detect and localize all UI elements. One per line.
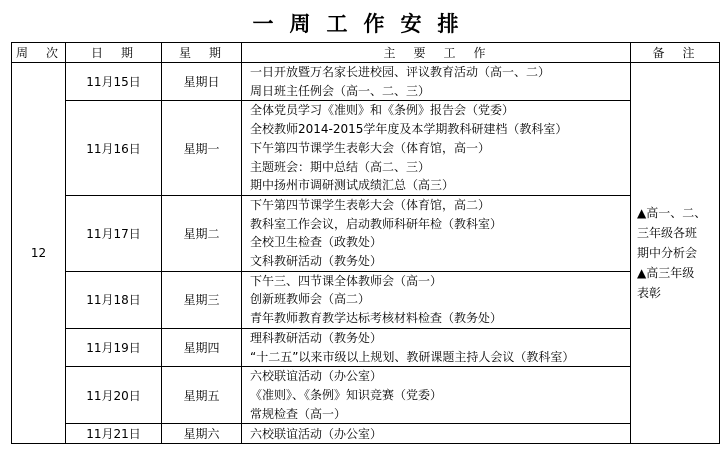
weekday-cell: 星期四 bbox=[162, 328, 242, 366]
header-date: 日 期 bbox=[66, 43, 162, 63]
week-number: 12 bbox=[12, 63, 66, 444]
work-item: 下午第四节课学生表彰大会（体育馆，高一） bbox=[250, 140, 491, 155]
work-item: 六校联谊活动（办公室） bbox=[250, 426, 383, 441]
work-item: 周日班主任例会（高一、二、三） bbox=[250, 83, 431, 98]
work-cell bbox=[242, 101, 631, 196]
weekday-cell: 星期六 bbox=[162, 424, 242, 444]
date-cell: 11月21日 bbox=[66, 424, 162, 444]
work-cell bbox=[242, 195, 631, 271]
work-cell bbox=[242, 271, 631, 328]
work-item: 文科教研活动（教务处） bbox=[250, 254, 383, 269]
note-line: 三年级各班 bbox=[637, 226, 698, 241]
weekday-cell: 星期二 bbox=[162, 195, 242, 271]
table-row bbox=[12, 195, 720, 271]
table-row bbox=[12, 367, 720, 424]
work-item: 常规检查（高一） bbox=[250, 406, 347, 421]
work-cell bbox=[242, 328, 631, 366]
work-cell bbox=[242, 63, 631, 101]
table-row bbox=[12, 63, 720, 101]
header-row bbox=[12, 43, 720, 63]
work-item: 主题班会：期中总结（高二、三） bbox=[250, 159, 431, 174]
note-line: 表彰 bbox=[637, 286, 662, 301]
work-item: 全校教师2014-2015学年度及本学期教科研建档（教科室） bbox=[250, 122, 568, 137]
work-item: 创新班教师会（高二） bbox=[250, 292, 371, 307]
date-cell: 11月16日 bbox=[66, 101, 162, 196]
header-note: 备 注 bbox=[631, 43, 720, 63]
table-row bbox=[12, 328, 720, 366]
table-row bbox=[12, 271, 720, 328]
work-item: 下午三、四节课全体教师会（高一） bbox=[250, 273, 443, 288]
work-item: 《准则》、《条例》知识竞赛（党委） bbox=[250, 387, 443, 402]
date-cell: 11月19日 bbox=[66, 328, 162, 366]
date-cell: 11月17日 bbox=[66, 195, 162, 271]
work-item: 六校联谊活动（办公室） bbox=[250, 369, 383, 384]
work-item: 教科室工作会议，启动教师科研年检（教科室） bbox=[250, 216, 503, 231]
header-weekday: 星 期 bbox=[162, 43, 242, 63]
date-cell: 11月18日 bbox=[66, 271, 162, 328]
weekday-cell: 星期五 bbox=[162, 367, 242, 424]
work-item: 下午第四节课学生表彰大会（体育馆，高二） bbox=[250, 197, 491, 212]
note-line: ▲高三年级 bbox=[637, 266, 695, 281]
work-cell bbox=[242, 424, 631, 444]
header-week: 周 次 bbox=[12, 43, 66, 63]
weekday-cell: 星期一 bbox=[162, 101, 242, 196]
note-line: 期中分析会 bbox=[637, 246, 698, 261]
work-item: 全体党员学习《准则》和《条例》报告会（党委） bbox=[250, 103, 515, 118]
table-row bbox=[12, 424, 720, 444]
page-title: 一周工作安排 bbox=[252, 11, 475, 36]
header-work: 主 要 工 作 bbox=[242, 43, 631, 63]
schedule-table bbox=[11, 42, 720, 444]
note-line: ▲高一、二、 bbox=[637, 206, 707, 221]
weekday-cell: 星期日 bbox=[162, 63, 242, 101]
work-item: 一日开放暨万名家长进校园、评议教育活动（高一、二） bbox=[250, 65, 551, 79]
work-item: 期中扬州市调研测试成绩汇总（高三） bbox=[250, 178, 455, 193]
weekday-cell: 星期三 bbox=[162, 271, 242, 328]
date-cell: 11月15日 bbox=[66, 63, 162, 101]
work-item: 青年教师教育教学达标考核材料检查（教务处） bbox=[250, 311, 503, 326]
table-row bbox=[12, 101, 720, 196]
work-item: “十二五”以来市级以上规划、教研课题主持人会议（教科室） bbox=[250, 349, 575, 364]
date-cell: 11月20日 bbox=[66, 367, 162, 424]
work-item: 理科教研活动（教务处） bbox=[250, 330, 383, 345]
work-cell bbox=[242, 367, 631, 424]
note-cell bbox=[631, 63, 720, 444]
work-item: 全校卫生检查（政教处） bbox=[250, 235, 383, 250]
